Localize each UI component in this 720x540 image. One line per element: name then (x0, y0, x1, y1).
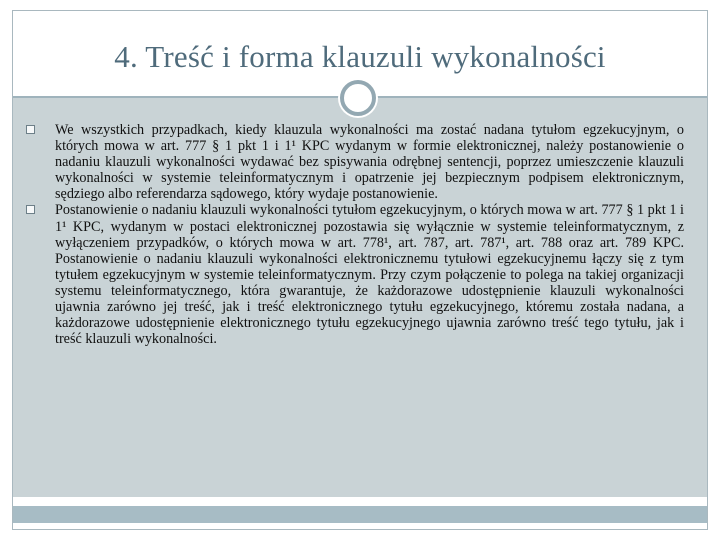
square-bullet-icon (26, 125, 35, 134)
bullet-item-1 (26, 122, 684, 202)
bullet-item-2 (26, 202, 684, 347)
bullet-text-1: We wszystkich przypadkach, kiedy klauzula wykonalności ma zostać nadana tytułom egzekucyjnym, o których mowa w art. 777 § 1 pkt 1 i 1¹ KPC wydanym w formie elektronicznej, należy postanowienie o nadaniu klauzuli wykonalności wydawać bez spisywania odrębnej sentencji, poprzez umieszczenie klauzuli wykonalności w systemie teleinformatycznym i opatrzenie jej bezpiecznym podpisem elektronicznym, sędziego albo referendarza sądowego, który wydaje postanowienie. (55, 122, 684, 203)
footer-band (13, 506, 707, 523)
bullet-list (26, 122, 684, 347)
slide-title: 4. Treść i forma klauzuli wykonalności (114, 39, 606, 74)
square-bullet-icon (26, 205, 35, 214)
circle-ornament-icon (340, 80, 376, 116)
bullet-text-2: Postanowienie o nadaniu klauzuli wykonalności tytułom egzekucyjnym, o których mowa w art. 777 § 1 pkt 1 i 1¹ KPC, wydanym w postaci elektronicznej pozostawia się wyłącznie w systemie teleinformatycznym, z wyłączeniem przypadków, o których mowa w art. 778¹, art. 787, art. 787¹, art. 788 oraz art. 789 KPC. Postanowienie o nadaniu klauzuli wykonalności elektronicznemu tytułowi egzekucyjnemu łączy się z tym tytułem egzekucyjnym w systemie teleinformatycznym. Przy czym połączenie to polega na takiej organizacji systemu teleinformatycznego, która gwarantuje, że każdorazowe udostępnienie klauzuli wykonalności ujawnia zarówno jej treść, jak i treść elektronicznego tytułu egzekucyjnego, któremu została nadana, a każdorazowe udostępnienie elektronicznego tytułu egzekucyjnego ujawnia zarówno treść tego tytułu, jak i treść klauzuli wykonalności. (55, 202, 684, 348)
